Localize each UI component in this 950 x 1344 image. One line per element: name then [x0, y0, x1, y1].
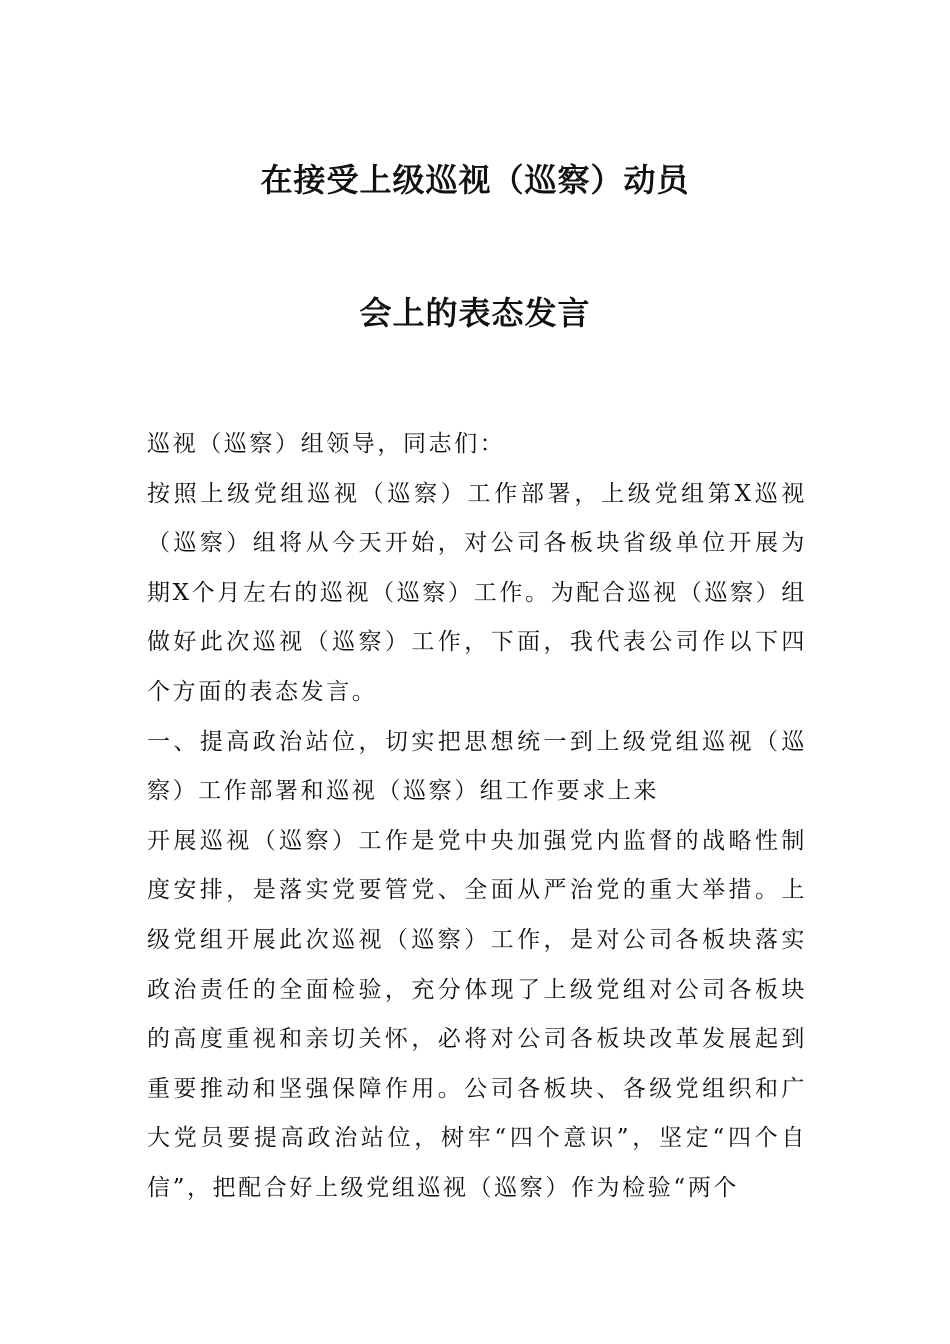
intro-paragraph: 按照上级党组巡视（巡察）工作部署，上级党组第X巡视（巡察）组将从今天开始，对公司各板块省级单位开展为期X个月左右的巡视（巡察）工作。为配合巡视（巡察）组做好此次巡视（巡察）工作，下面，我代表公司作以下四个方面的表态发言。	[147, 480, 807, 705]
section-1-paragraph: 开展巡视（巡察）工作是党中央加强党内监督的战略性制度安排，是落实党要管党、全面从严治党的重大举措。上级党组开展此次巡视（巡察）工作，是对公司各板块落实政治责任的全面检验，充分体现了上级党组对公司各板块的高度重视和亲切关怀，必将对公司各板块改革发展起到重要推动和坚强保障作用。公司各板块、各级党组织和广大党员要提高政治站位，树牢“四个意识”，坚定“四个自信”，把配合好上级党组巡视（巡察）作为检验“两个	[147, 827, 807, 1201]
document-body	[147, 420, 807, 1214]
document-title-line-1: 在接受上级巡视（巡察）动员	[260, 161, 690, 199]
salutation-paragraph: 巡视（巡察）组领导，同志们：	[147, 431, 506, 457]
section-heading-1: 一、提高政治站位，切实把思想统一到上级党组巡视（巡察）工作部署和巡视（巡察）组工作要求上来	[147, 728, 807, 805]
document-title-line-2: 会上的表态发言	[359, 294, 591, 332]
